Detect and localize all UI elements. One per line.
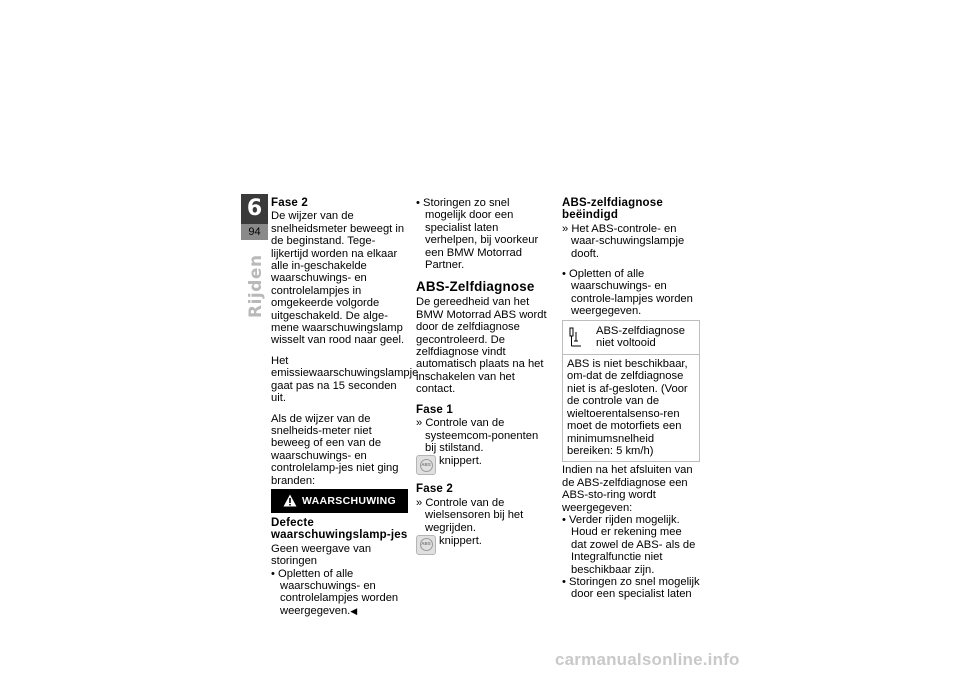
fase2-step: » Controle van de wielsensoren bij het wegrijden. bbox=[416, 496, 524, 534]
column-2 bbox=[416, 197, 551, 562]
pointer-paragraph: Als de wijzer van de snelheids-meter niet beweeg of een van de waarschuwings- en controlelamp-jes niet ging branden: bbox=[271, 412, 399, 487]
abs-end-heading: ABS-zelfdiagnose beëindigd bbox=[562, 197, 663, 222]
defect-heading: Defecte waarschuwingslamp-jes bbox=[271, 516, 408, 542]
watermark: carmanualsonline.info bbox=[555, 650, 740, 669]
column-1 bbox=[271, 197, 419, 617]
info-box-body: ABS is niet beschikbaar, om-dat de zelfdiagnose niet is af-gesloten. (Voor de controle van de wieltoerentalsenso-ren moet de motorfiets een minimumsnelheid bereiken: 5 km/h) bbox=[567, 358, 688, 457]
abs-heading: ABS-Zelfdiagnose bbox=[416, 279, 535, 295]
end-mark-icon: ◀ bbox=[350, 605, 358, 616]
info-box-header bbox=[563, 321, 699, 355]
fase2-heading-abs: Fase 2 bbox=[416, 483, 454, 496]
warning-label: WAARSCHUWING bbox=[301, 494, 396, 507]
emission-paragraph: Het emissiewaarschuwingslampje gaat pas na 15 seconden uit. bbox=[271, 354, 419, 405]
after-paragraph: Indien na het afsluiten van de ABS-zelfdiagnose een ABS-sto-ring wordt weergegeven: bbox=[562, 464, 693, 514]
column-3 bbox=[562, 197, 700, 601]
fase1-step: » Controle van de systeemcom-ponenten bij stilstand. bbox=[416, 417, 539, 454]
fase2-heading: Fase 2 bbox=[271, 197, 309, 209]
warning-triangle-icon bbox=[283, 494, 297, 507]
fase2-paragraph: De wijzer van de snelheidsmeter beweegt in de beginstand. Tege-lijkertijd worden na elkaar alle in-geschakelde waarschuwings- en controlelampjes in omgekeerde volgorde uitgeschakeld. De alge-mene waarschuwingslamp wisselt van rood naar geel. bbox=[271, 210, 405, 347]
abs-lamp-icon: ABS bbox=[416, 535, 436, 555]
page-number: 94 bbox=[248, 226, 261, 238]
chapter-number: 6 bbox=[241, 194, 268, 224]
fase1-heading: Fase 1 bbox=[416, 403, 454, 416]
fase1-blink-text: knippert. bbox=[439, 455, 482, 468]
warning-banner bbox=[271, 489, 408, 513]
defect-paragraph: Geen weergave van storingen bbox=[271, 542, 372, 568]
info-box bbox=[562, 320, 700, 463]
fase2-lamp-row bbox=[416, 535, 551, 555]
bullet-storingen-2: • Storingen zo snel mogelijk door een specialist laten bbox=[562, 575, 700, 601]
notice-icon bbox=[569, 325, 586, 350]
fase2-blink-text: knippert. bbox=[439, 534, 482, 547]
abs-paragraph: De gereedheid van het BMW Motorrad ABS wordt door de zelfdiagnose gecontroleerd. De zelfdiagnose vindt automatisch plaats na het inschakelen van het contact. bbox=[416, 296, 547, 396]
abs-lamp-icon: ABS bbox=[416, 455, 436, 475]
bullet-storingen: • Storingen zo snel mogelijk door een specialist laten verhelpen, bij voorkeur een BMW Motorrad Partner. bbox=[416, 197, 539, 272]
info-box-title: ABS-zelfdiagnose niet voltooid bbox=[596, 324, 685, 350]
chapter-side-label: Rijden bbox=[246, 254, 266, 318]
chapter-tab bbox=[241, 194, 268, 240]
fase1-lamp-row bbox=[416, 455, 551, 475]
abs-end-step: » Het ABS-controle- en waar-schuwingslampje dooft. bbox=[562, 222, 685, 260]
bullet-verder-rijden: • Verder rijden mogelijk. Houd er rekening mee dat zowel de ABS- als de Integralfunctie niet beschikbaar zijn. bbox=[562, 513, 696, 576]
bullet-opletten: • Opletten of alle waarschuwings- en controlelampjes worden weergegeven.◀ bbox=[271, 567, 399, 617]
bullet-opletten-lampjes: • Opletten of alle waarschuwings- en controle-lampjes worden weergegeven. bbox=[562, 268, 693, 318]
